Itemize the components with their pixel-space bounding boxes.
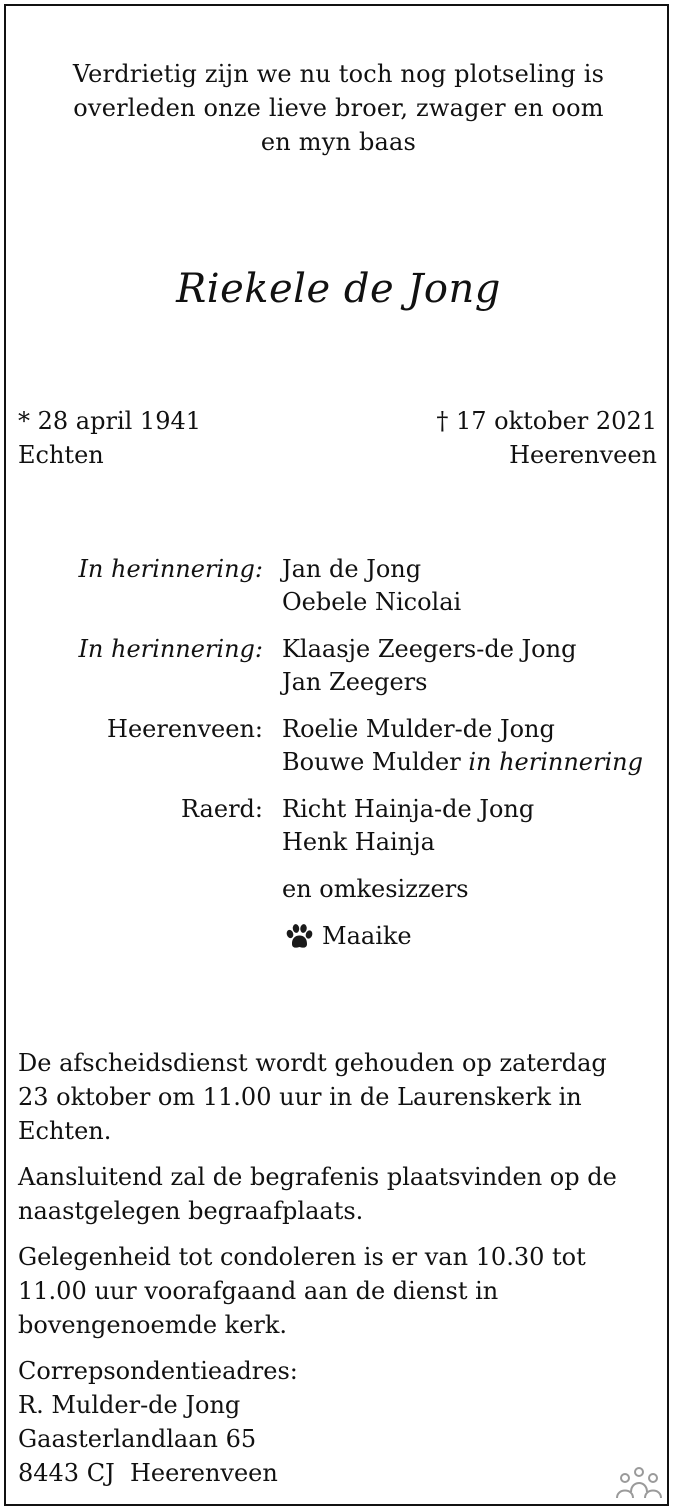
intro-line-2: overleden onze lieve broer, zwager en oom [73,94,604,122]
others-group [0,873,677,906]
death-info [436,404,657,472]
address-name: R. Mulder-de Jong [18,1391,241,1419]
service-info [18,1046,663,1490]
address-street: Gaasterlandlaan 65 [18,1425,257,1453]
deceased-name: Riekele de Jong [176,266,501,312]
condolence-line: Gelegenheid tot condoleren is er van 10.30 tot [18,1243,586,1271]
birth-place: Echten [18,441,104,469]
service-line: Echten. [18,1117,112,1145]
relative-label: Raerd: [180,795,263,823]
relative-label: Heerenveen: [107,715,263,743]
burial-paragraph [18,1160,663,1228]
address-heading: Correpsondentieadres: [18,1357,298,1385]
relative-note: in herinnering [468,748,643,776]
relative-label: In herinnering: [78,635,263,663]
relative-name: Henk Hainja [282,828,435,856]
burial-line: Aansluitend zal de begrafenis plaatsvinden op de [18,1163,617,1191]
service-line: 23 oktober om 11.00 uur in de Laurenskerk in [18,1083,582,1111]
condolence-line: bovengenoemde kerk. [18,1311,288,1339]
birth-date: * 28 april 1941 [18,407,201,435]
relative-name: Oebele Nicolai [282,588,462,616]
relative-group [0,553,677,619]
relative-group [0,793,677,859]
others-text: en omkesizzers [282,875,469,903]
pet-name: Maaike [322,922,412,950]
death-place: Heerenveen [509,441,657,469]
service-line: De afscheidsdienst wordt gehouden op zaterdag [18,1049,607,1077]
condolence-line: 11.00 uur voorafgaand aan de dienst in [18,1277,499,1305]
relative-name: Richt Hainja-de Jong [282,795,535,823]
paw-icon [284,922,314,952]
relative-name-with-note [282,746,677,779]
relative-name: Klaasje Zeegers-de Jong [282,635,577,663]
relative-label: In herinnering: [78,555,263,583]
intro-line-1: Verdrietig zijn we nu toch nog plotseling is [72,60,605,88]
intro-line-3: en myn baas [260,128,417,156]
correspondence-address [18,1354,663,1490]
intro-text [0,57,677,159]
relative-name: Jan Zeegers [282,668,428,696]
relative-name: Jan de Jong [282,555,422,583]
pet-line [284,920,677,953]
address-city: 8443 CJ Heerenveen [18,1459,278,1487]
relatives-list [0,553,677,953]
burial-line: naastgelegen begraafplaats. [18,1197,364,1225]
relative-group [0,633,677,699]
service-paragraph [18,1046,663,1148]
relative-group [0,713,677,779]
relative-name: Bouwe Mulder [282,748,461,776]
birth-info [18,404,201,472]
relative-name: Roelie Mulder-de Jong [282,715,555,743]
people-logo-icon [615,1466,663,1500]
death-date: † 17 oktober 2021 [436,407,657,435]
condolence-paragraph [18,1240,663,1342]
